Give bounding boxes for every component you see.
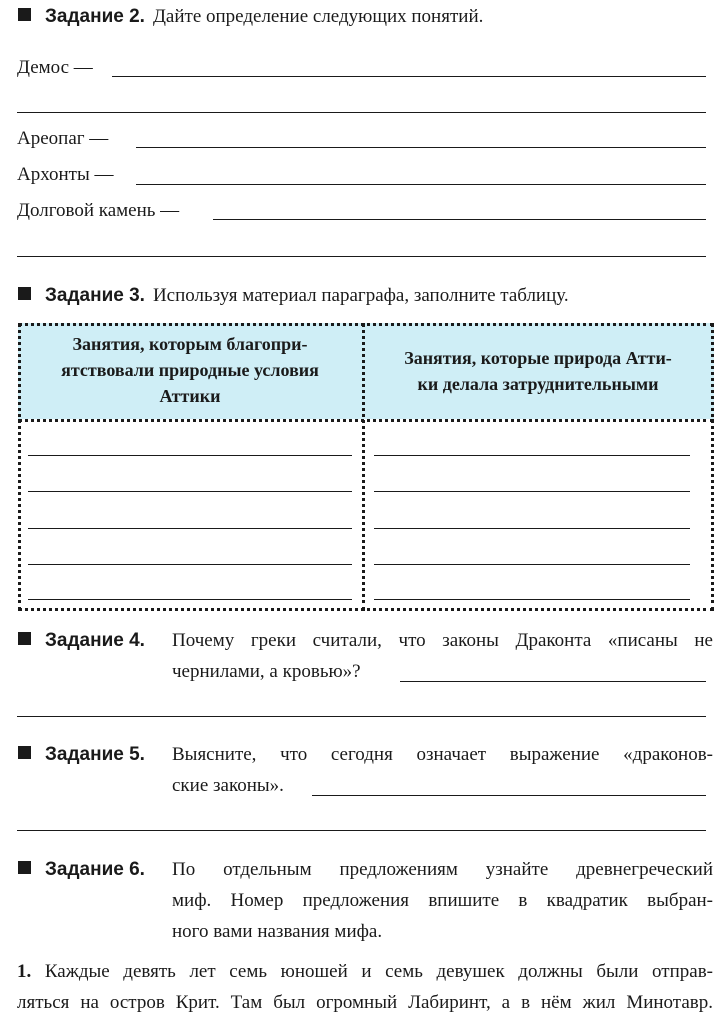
term-areopag: Ареопаг —	[17, 128, 109, 149]
square-bullet-icon	[18, 8, 31, 21]
header-text-line: Аттики	[159, 386, 221, 406]
answer-line[interactable]	[17, 256, 706, 257]
answer-line[interactable]	[374, 528, 690, 529]
table-border-right	[711, 323, 714, 611]
task-label: Задание 4.	[45, 630, 145, 651]
header-text-line: ятствовали природные условия	[61, 360, 319, 380]
term-archons: Архонты —	[17, 164, 114, 185]
task-text: ские законы».	[172, 775, 284, 796]
task-4-heading	[18, 630, 153, 652]
task-label: Задание 2.	[45, 6, 145, 27]
answer-line[interactable]	[28, 455, 352, 456]
task-label: Задание 6.	[45, 859, 145, 880]
task-text: Дайте определение следующих понятий.	[152, 6, 484, 27]
answer-line[interactable]	[17, 112, 706, 113]
task-6-heading	[18, 859, 153, 881]
task-text: Используя материал параграфа, заполните таблицу.	[152, 285, 569, 306]
task-3-heading	[18, 285, 569, 307]
header-text-line: Занятия, которым благопри-	[72, 334, 308, 354]
task-2-heading	[18, 6, 483, 28]
answer-line[interactable]	[17, 830, 706, 831]
table-border-bottom	[18, 608, 714, 611]
answer-line[interactable]	[400, 681, 706, 682]
answer-line[interactable]	[28, 564, 352, 565]
task-text: чернилами, а кровью»?	[172, 661, 361, 682]
square-bullet-icon	[18, 287, 31, 300]
answer-line[interactable]	[28, 599, 352, 600]
sentence-text: Каждые девять лет семь юношей и семь девушек должны были отправ-	[44, 961, 714, 982]
answer-line[interactable]	[213, 219, 706, 220]
header-text-line: ки делала затруднительными	[417, 374, 659, 394]
task-text: миф. Номер предложения впишите в квадратик выбран-	[172, 890, 713, 911]
occupations-table	[18, 323, 714, 611]
answer-line[interactable]	[312, 795, 706, 796]
answer-line[interactable]	[136, 184, 706, 185]
task-text: Выясните, что сегодня означает выражение «драконов-	[172, 744, 713, 765]
square-bullet-icon	[18, 861, 31, 874]
sentence-1-line2: ляться на остров Крит. Там был огромный Лабиринт, а в нём жил Минотавр.	[17, 992, 713, 1013]
table-header-col2	[362, 323, 714, 419]
sentence-number: 1.	[17, 961, 32, 982]
square-bullet-icon	[18, 746, 31, 759]
answer-line[interactable]	[112, 76, 706, 77]
answer-line[interactable]	[17, 716, 706, 717]
term-demos: Демос —	[17, 57, 93, 78]
header-text-line: Занятия, которые природа Атти-	[404, 348, 672, 368]
table-border-header	[18, 419, 714, 422]
answer-line[interactable]	[374, 599, 690, 600]
task-text: Почему греки считали, что законы Драконта «писаны не	[172, 630, 713, 651]
answer-line[interactable]	[28, 491, 352, 492]
task-text: ного вами названия мифа.	[172, 921, 383, 942]
answer-line[interactable]	[136, 147, 706, 148]
table-border-left	[18, 323, 21, 611]
answer-line[interactable]	[374, 564, 690, 565]
table-border-middle	[362, 323, 365, 611]
answer-line[interactable]	[28, 528, 352, 529]
sentence-1-line1	[17, 961, 713, 983]
table-header-col1	[18, 323, 362, 419]
table-border-top	[18, 323, 714, 326]
task-label: Задание 5.	[45, 744, 145, 765]
term-debt-stone: Долговой камень —	[17, 200, 180, 221]
task-5-heading	[18, 744, 153, 766]
task-label: Задание 3.	[45, 285, 145, 306]
answer-line[interactable]	[374, 455, 690, 456]
square-bullet-icon	[18, 632, 31, 645]
answer-line[interactable]	[374, 491, 690, 492]
task-text: По отдельным предложениям узнайте древнегреческий	[172, 859, 713, 880]
